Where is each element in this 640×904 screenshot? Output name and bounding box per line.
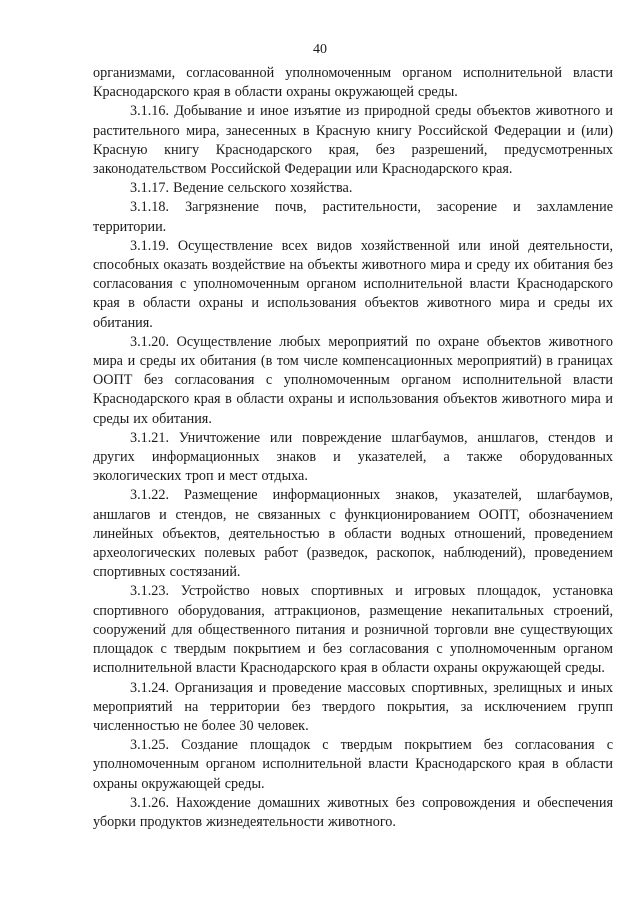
paragraph-3-1-18: 3.1.18. Загрязнение почв, растительности, засорение и захламление территории. [93,199,613,235]
paragraph-3-1-22: 3.1.22. Размещение информационных знаков, указателей, шлагбаумов, аншлагов и стендов, не связанных с функционированием ООПТ, обозначением линейных объектов, деятельностью в области водных отношений, проведением археологических полевых работ (разведок, раскопок, наблюдений), проведением спортивных состязаний. [93,487,613,581]
paragraph-3-1-20: 3.1.20. Осуществление любых мероприятий по охране объектов животного мира и среды их обитания (в том числе компенсационных мероприятий) в границах ООПТ без согласования с уполномоченным органом исполнительной власти Краснодарского края в области охраны и использования объектов животного мира и среды их обитания. [93,333,613,427]
paragraph-3-1-25: 3.1.25. Создание площадок с твердым покрытием без согласования с уполномоченным органом исполнительной власти Краснодарского края в области охраны окружающей среды. [93,737,613,792]
document-body [93,64,613,832]
paragraph-3-1-19: 3.1.19. Осуществление всех видов хозяйственной или иной деятельности, способных оказать воздействие на объекты животного мира и среду их обитания без согласования с уполномоченным органом исполнительной власти Краснодарского края в области охраны и использования объектов животного мира и среды их обитания. [93,237,613,331]
paragraph-3-1-26: 3.1.26. Нахождение домашних животных без сопровождения и обеспечения уборки продуктов жизнедеятельности животного. [93,794,613,830]
page-number: 40 [313,42,327,57]
paragraph-continuation: организмами, согласованной уполномоченным органом исполнительной власти Краснодарского края в области охраны окружающей среды. [93,65,613,101]
paragraph-3-1-24: 3.1.24. Организация и проведение массовых спортивных, зрелищных и иных мероприятий на территории без твердого покрытия, за исключением групп численностью не более 30 человек. [93,679,613,734]
paragraph-3-1-16: 3.1.16. Добывание и иное изъятие из природной среды объектов животного и растительного мира, занесенных в Красную книгу Российской Федерации и (или) Красную книгу Краснодарского края, без разрешений, предусмотренных законодательством Российской Федерации или Краснодарского края. [93,103,613,178]
paragraph-3-1-21: 3.1.21. Уничтожение или повреждение шлагбаумов, аншлагов, стендов и других информационных знаков и указателей, а также оборудованных экологических троп и мест отдыха. [93,429,613,485]
paragraph-3-1-17: 3.1.17. Ведение сельского хозяйства. [130,180,353,197]
paragraph-3-1-23: 3.1.23. Устройство новых спортивных и игровых площадок, установка спортивного оборудования, аттракционов, размещение некапитальных строений, сооружений для общественного питания и розничной торговли вне существующих площадок с твердым покрытием и без согласования с уполномоченным органом исполнительной власти Краснодарского края в области охраны окружающей среды. [93,583,613,677]
